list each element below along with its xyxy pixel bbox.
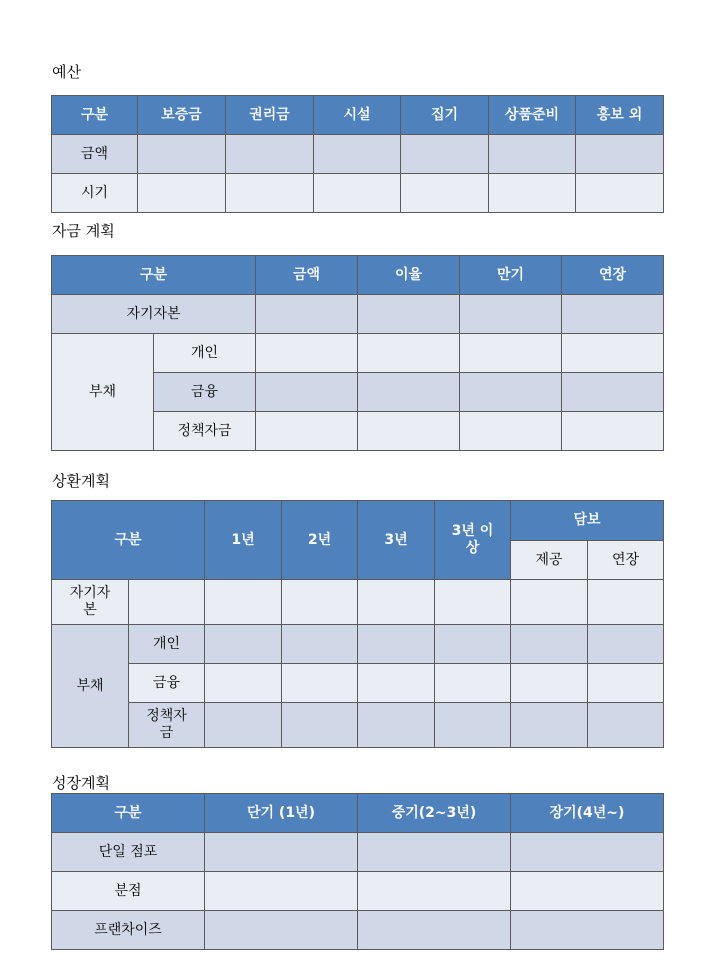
table-cell[interactable]: [588, 625, 664, 664]
repayment-row-debt: 부채: [52, 625, 129, 748]
table-cell[interactable]: [256, 334, 358, 373]
budget-title: 예산: [52, 63, 81, 81]
table-cell[interactable]: [256, 373, 358, 412]
budget-header-inventory: 상품준비: [489, 96, 576, 135]
table-cell[interactable]: [205, 580, 282, 625]
table-cell[interactable]: [129, 580, 205, 625]
table-cell[interactable]: [511, 625, 588, 664]
growth-header-short-term: 단기 (1년): [205, 794, 358, 833]
repayment-debt-financial: 금융: [129, 664, 205, 703]
repayment-header-collateral: 담보: [511, 501, 664, 541]
funding-header-category: 구분: [52, 256, 256, 295]
table-cell[interactable]: [205, 703, 282, 748]
growth-table: [51, 793, 664, 950]
repayment-debt-personal: 개인: [129, 625, 205, 664]
repayment-header-collateral-provide: 제공: [511, 541, 588, 580]
growth-header-long-term: 장기(4년~): [511, 794, 664, 833]
repayment-header-year2: 2년: [282, 501, 358, 580]
table-cell[interactable]: [358, 412, 460, 451]
table-cell[interactable]: [460, 412, 562, 451]
table-row: [52, 911, 664, 950]
table-cell[interactable]: [226, 135, 314, 174]
growth-row-branch: 분점: [52, 872, 205, 911]
table-cell[interactable]: [588, 580, 664, 625]
budget-header-promotion: 홍보 외: [576, 96, 664, 135]
budget-header-deposit: 보증금: [138, 96, 226, 135]
table-cell[interactable]: [562, 295, 664, 334]
table-cell[interactable]: [511, 911, 664, 950]
table-cell[interactable]: [358, 911, 511, 950]
table-cell[interactable]: [562, 334, 664, 373]
table-cell[interactable]: [226, 174, 314, 213]
table-cell[interactable]: [576, 135, 664, 174]
table-cell[interactable]: [358, 833, 511, 872]
table-cell[interactable]: [401, 135, 489, 174]
table-cell[interactable]: [138, 135, 226, 174]
table-cell[interactable]: [358, 703, 435, 748]
table-cell[interactable]: [435, 625, 511, 664]
table-cell[interactable]: [489, 135, 576, 174]
repayment-header-year3: 3년: [358, 501, 435, 580]
table-cell[interactable]: [511, 833, 664, 872]
funding-header-amount: 금액: [256, 256, 358, 295]
table-cell[interactable]: [435, 664, 511, 703]
repayment-header-year1: 1년: [205, 501, 282, 580]
table-row: [52, 580, 664, 625]
funding-debt-financial: 금융: [154, 373, 256, 412]
growth-row-franchise: 프랜차이즈: [52, 911, 205, 950]
table-cell[interactable]: [511, 580, 588, 625]
table-cell[interactable]: [256, 295, 358, 334]
table-cell[interactable]: [489, 174, 576, 213]
table-cell[interactable]: [358, 872, 511, 911]
table-cell[interactable]: [511, 664, 588, 703]
table-cell[interactable]: [460, 373, 562, 412]
table-cell[interactable]: [435, 580, 511, 625]
repayment-row-self-capital: 자기자 본: [52, 580, 129, 625]
table-cell[interactable]: [435, 703, 511, 748]
table-cell[interactable]: [205, 833, 358, 872]
growth-title: 성장계획: [52, 774, 110, 792]
table-row: [52, 833, 664, 872]
table-row: [52, 135, 664, 174]
repayment-header-collateral-extend: 연장: [588, 541, 664, 580]
table-cell[interactable]: [562, 412, 664, 451]
repayment-table: [51, 500, 664, 748]
table-cell[interactable]: [460, 295, 562, 334]
growth-header-category: 구분: [52, 794, 205, 833]
budget-header-equipment: 집기: [401, 96, 489, 135]
table-row: [52, 872, 664, 911]
table-cell[interactable]: [256, 412, 358, 451]
funding-debt-personal: 개인: [154, 334, 256, 373]
funding-header-interest: 이율: [358, 256, 460, 295]
growth-row-single-store: 단일 점포: [52, 833, 205, 872]
funding-header-extension: 연장: [562, 256, 664, 295]
budget-header-facilities: 시설: [314, 96, 401, 135]
funding-table: [51, 255, 664, 451]
table-row: [52, 703, 664, 748]
table-cell[interactable]: [282, 625, 358, 664]
growth-header-mid-term: 중기(2~3년): [358, 794, 511, 833]
funding-row-self-capital: 자기자본: [52, 295, 256, 334]
table-cell[interactable]: [588, 664, 664, 703]
repayment-debt-policy: 정책자 금: [129, 703, 205, 748]
table-cell[interactable]: [358, 625, 435, 664]
funding-title: 자금 계획: [52, 222, 115, 240]
budget-row-label-amount: 금액: [52, 135, 138, 174]
table-cell[interactable]: [358, 373, 460, 412]
table-row: [52, 664, 664, 703]
budget-row-label-timing: 시기: [52, 174, 138, 213]
table-cell[interactable]: [205, 625, 282, 664]
table-cell[interactable]: [358, 334, 460, 373]
table-cell[interactable]: [460, 334, 562, 373]
table-row: [52, 295, 664, 334]
table-cell[interactable]: [358, 664, 435, 703]
table-cell[interactable]: [205, 911, 358, 950]
repayment-header-year3-plus: 3년 이 상: [435, 501, 511, 580]
table-cell[interactable]: [282, 580, 358, 625]
table-row: [52, 174, 664, 213]
table-cell[interactable]: [562, 373, 664, 412]
table-cell[interactable]: [205, 664, 282, 703]
funding-row-debt: 부채: [52, 334, 154, 451]
repayment-title: 상환계획: [52, 472, 110, 490]
table-cell[interactable]: [511, 703, 588, 748]
budget-header-premium: 권리금: [226, 96, 314, 135]
table-row: [52, 334, 664, 373]
repayment-header-category: 구분: [52, 501, 205, 580]
table-cell[interactable]: [205, 872, 358, 911]
table-cell[interactable]: [282, 703, 358, 748]
table-cell[interactable]: [576, 174, 664, 213]
budget-table: [51, 95, 664, 213]
table-row: [52, 625, 664, 664]
table-cell[interactable]: [358, 295, 460, 334]
table-cell[interactable]: [358, 580, 435, 625]
table-cell[interactable]: [401, 174, 489, 213]
funding-header-maturity: 만기: [460, 256, 562, 295]
table-cell[interactable]: [138, 174, 226, 213]
table-cell[interactable]: [282, 664, 358, 703]
table-cell[interactable]: [314, 135, 401, 174]
table-cell[interactable]: [511, 872, 664, 911]
budget-header-category: 구분: [52, 96, 138, 135]
table-cell[interactable]: [314, 174, 401, 213]
funding-debt-policy: 정책자금: [154, 412, 256, 451]
table-cell[interactable]: [588, 703, 664, 748]
